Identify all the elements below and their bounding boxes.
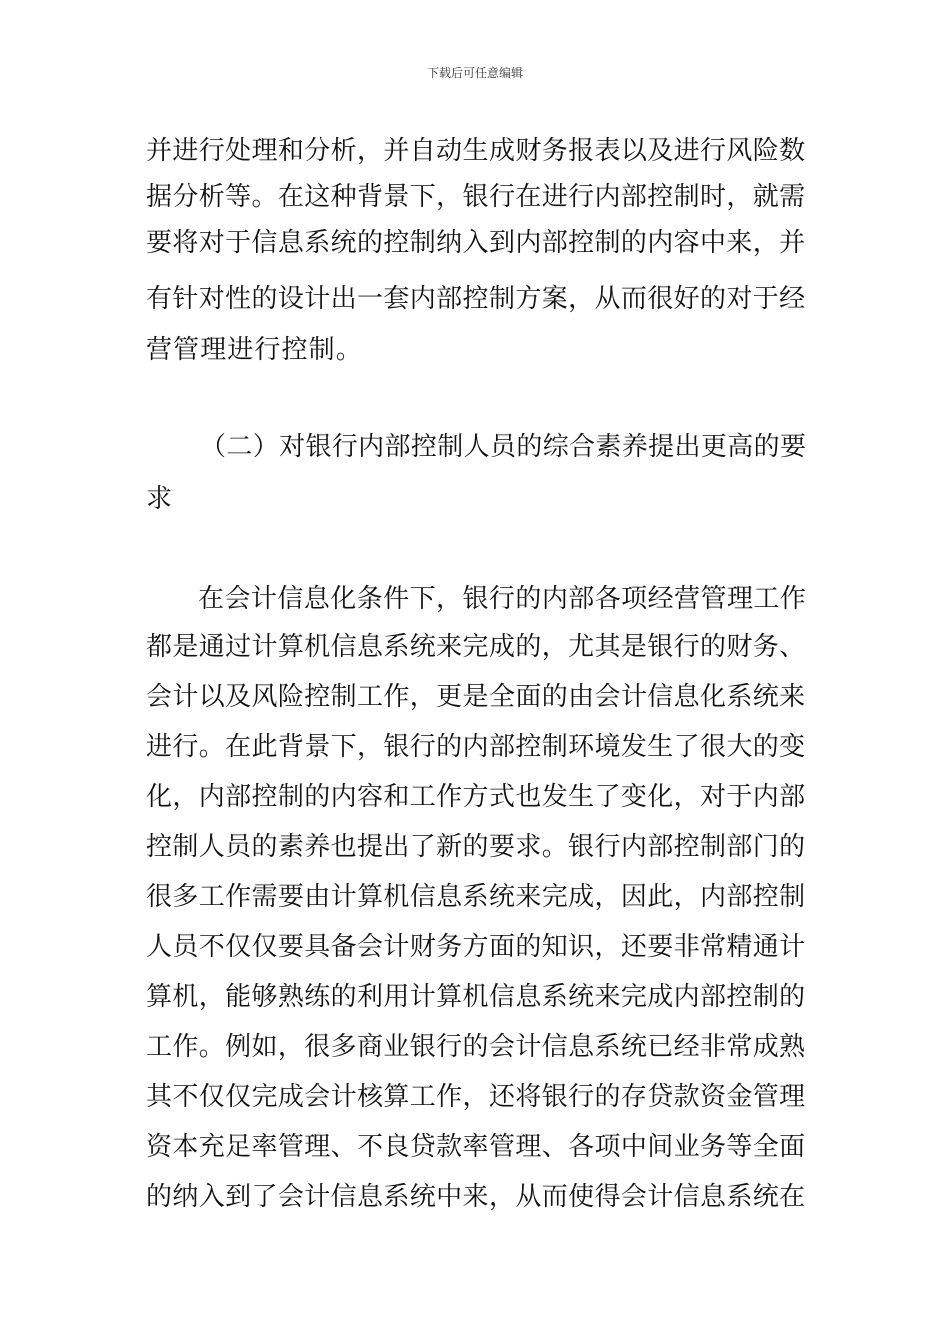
paragraph-line: 控制人员的素养也提出了新的要求。银行内部控制部门的 (146, 832, 806, 862)
heading-line: （二）对银行内部控制人员的综合素养提出更高的要 (200, 432, 807, 462)
paragraph-line: 算机，能够熟练的利用计算机信息系统来完成内部控制的 (146, 982, 806, 1012)
paragraph-line: 要将对于信息系统的控制纳入到内部控制的内容中来，并 (146, 228, 806, 258)
paragraph-line: 都是通过计算机信息系统来完成的，尤其是银行的财务、 (146, 632, 806, 662)
paragraph-line: 的纳入到了会计信息系统中来，从而使得会计信息系统在 (146, 1182, 806, 1212)
paragraph-line: 营管理进行控制。 (146, 335, 363, 365)
paragraph-line: 人员不仅仅要具备会计财务方面的知识，还要非常精通计 (146, 932, 806, 962)
paragraph-line: 在会计信息化条件下，银行的内部各项经营管理工作 (198, 584, 807, 614)
paragraph-line: 资本充足率管理、不良贷款率管理、各项中间业务等全面 (146, 1132, 806, 1162)
paragraph-line: 并进行处理和分析，并自动生成财务报表以及进行风险数 (146, 136, 806, 166)
page-header-note: 下载后可任意编辑 (426, 66, 523, 80)
paragraph-line: 进行。在此背景下，银行的内部控制环境发生了很大的变 (146, 732, 806, 762)
paragraph-line: 化，内部控制的内容和工作方式也发生了变化，对于内部 (146, 782, 806, 812)
paragraph-line: 工作。例如，很多商业银行的会计信息系统已经非常成熟 (146, 1032, 806, 1062)
paragraph-line: 很多工作需要由计算机信息系统来完成，因此，内部控制 (146, 882, 806, 912)
paragraph-line: 会计以及风险控制工作，更是全面的由会计信息化系统来 (146, 682, 806, 712)
heading-line: 求 (146, 484, 174, 514)
paragraph-line: 有针对性的设计出一套内部控制方案，从而很好的对于经 (146, 284, 806, 314)
paragraph-line: 据分析等。在这种背景下，银行在进行内部控制时，就需 (146, 182, 806, 212)
paragraph-line: 其不仅仅完成会计核算工作，还将银行的存贷款资金管理 (146, 1082, 806, 1112)
